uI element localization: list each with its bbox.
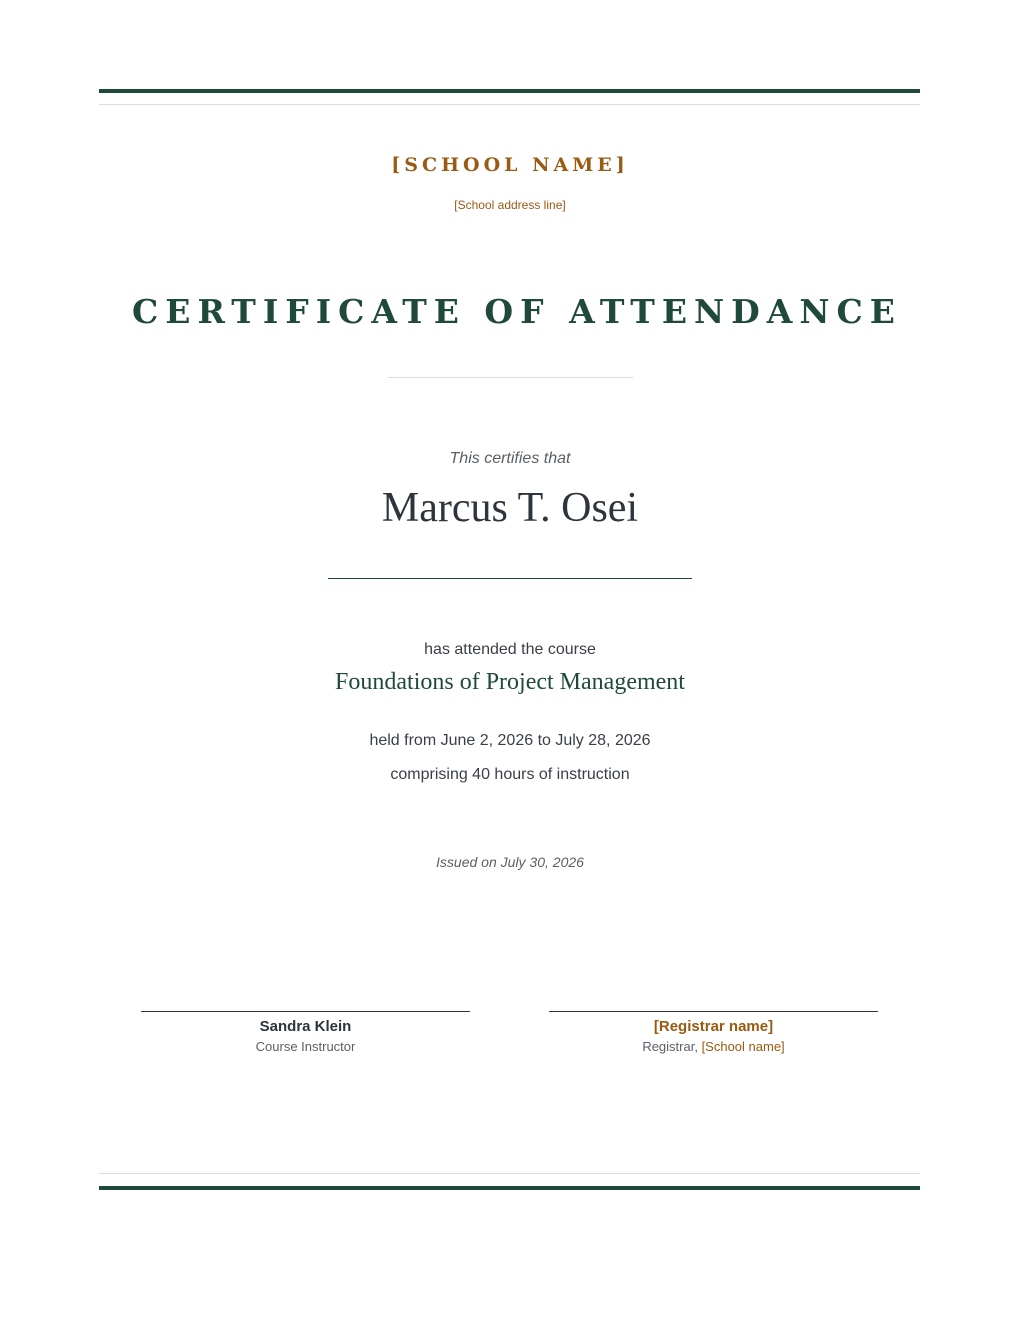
certificate-title: CERTIFICATE OF ATTENDANCE	[132, 292, 902, 331]
certifies-text: This certifies that	[449, 450, 571, 467]
signer-name: [Registrar name]	[653, 1018, 774, 1035]
course-hours: comprising 40 hours of instruction	[390, 766, 630, 783]
signer-name: Sandra Klein	[259, 1018, 352, 1035]
title-divider	[388, 377, 633, 378]
attended-text: has attended the course	[424, 641, 596, 658]
signer-role: Course Instructor	[255, 1039, 356, 1054]
signature-block-instructor	[141, 1011, 470, 1054]
course-name: Foundations of Project Management	[335, 669, 685, 695]
signature-line	[549, 1011, 878, 1012]
signer-role-title: Registrar,	[642, 1039, 702, 1054]
bottom-border-thick	[99, 1186, 920, 1190]
top-border-thin	[99, 104, 920, 105]
signature-line	[141, 1011, 470, 1012]
top-border-thick	[99, 89, 920, 93]
school-address: [School address line]	[454, 198, 566, 212]
signer-role	[549, 1039, 878, 1054]
recipient-name: Marcus T. Osei	[381, 485, 639, 531]
school-name: [SCHOOL NAME]	[391, 154, 629, 176]
issued-date: Issued on July 30, 2026	[436, 854, 584, 870]
recipient-underline	[328, 578, 692, 579]
signature-block-registrar	[549, 1011, 878, 1054]
bottom-border-thin	[99, 1173, 920, 1174]
signer-role-school: [School name]	[701, 1039, 785, 1054]
course-dates: held from June 2, 2026 to July 28, 2026	[369, 732, 651, 749]
